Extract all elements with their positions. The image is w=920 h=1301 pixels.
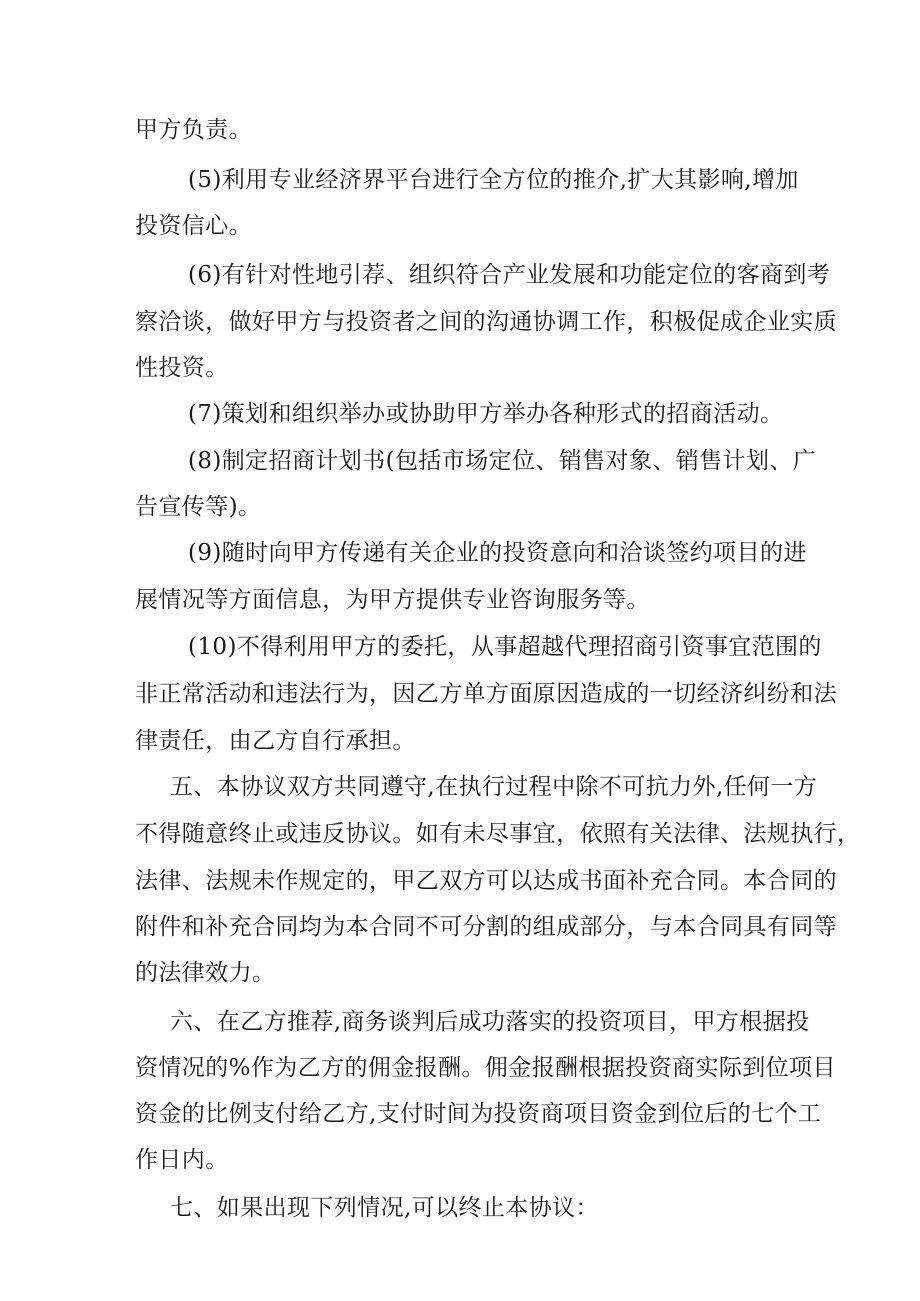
text-line: (6)有针对性地引荐、组织符合产业发展和功能定位的客商到考 <box>188 262 831 288</box>
text-line: (7)策划和组织举办或协助甲方举办各种形式的招商活动。 <box>188 401 784 427</box>
text-line: 不得随意终止或违反协议。如有未尽事宜，依照有关法律、法规执行， <box>135 821 861 847</box>
text-line: (10)不得利用甲方的委托，从事超越代理招商引资事宜范围的 <box>188 634 822 660</box>
text-line: 甲方负责。 <box>135 117 252 143</box>
text-line: 资金的比例支付给乙方,支付时间为投资商项目资金到位后的七个工 <box>135 1101 822 1127</box>
text-line: (8)制定招商计划书(包括市场定位、销售对象、销售计划、广 <box>188 448 817 474</box>
text-line: 六、在乙方推荐,商务谈判后成功落实的投资项目，甲方根据投 <box>170 1009 810 1035</box>
text-line: 展情况等方面信息，为甲方提供专业咨询服务等。 <box>135 587 650 613</box>
text-line: (5)利用专业经济界平台进行全方位的推介,扩大其影响,增加 <box>188 167 799 193</box>
text-line: 非正常活动和违法行为，因乙方单方面原因造成的一切经济纠纷和法 <box>135 681 837 707</box>
text-line: (9)随时向甲方传递有关企业的投资意向和洽谈签约项目的进 <box>188 540 807 566</box>
text-line: 律责任，由乙方自行承担。 <box>135 728 416 754</box>
text-line: 察洽谈，做好甲方与投资者之间的沟通协调工作，积极促成企业实质 <box>135 309 837 335</box>
text-line: 作日内。 <box>135 1147 229 1173</box>
text-line: 告宣传等)。 <box>135 494 262 520</box>
text-line: 投资信心。 <box>135 213 252 239</box>
text-line: 五、本协议双方共同遵守,在执行过程中除不可抗力外,任何一方 <box>170 774 818 800</box>
text-line: 资情况的%作为乙方的佣金报酬。佣金报酬根据投资商实际到位项目 <box>135 1055 836 1081</box>
text-line: 附件和补充合同均为本合同不可分割的组成部分，与本合同具有同等 <box>135 914 837 940</box>
text-line: 法律、法规未作规定的，甲乙双方可以达成书面补充合同。本合同的 <box>135 868 837 894</box>
text-line: 七、如果出现下列情况,可以终止本协议： <box>170 1195 599 1221</box>
text-line: 性投资。 <box>135 355 229 381</box>
text-line: 的法律效力。 <box>135 960 276 986</box>
